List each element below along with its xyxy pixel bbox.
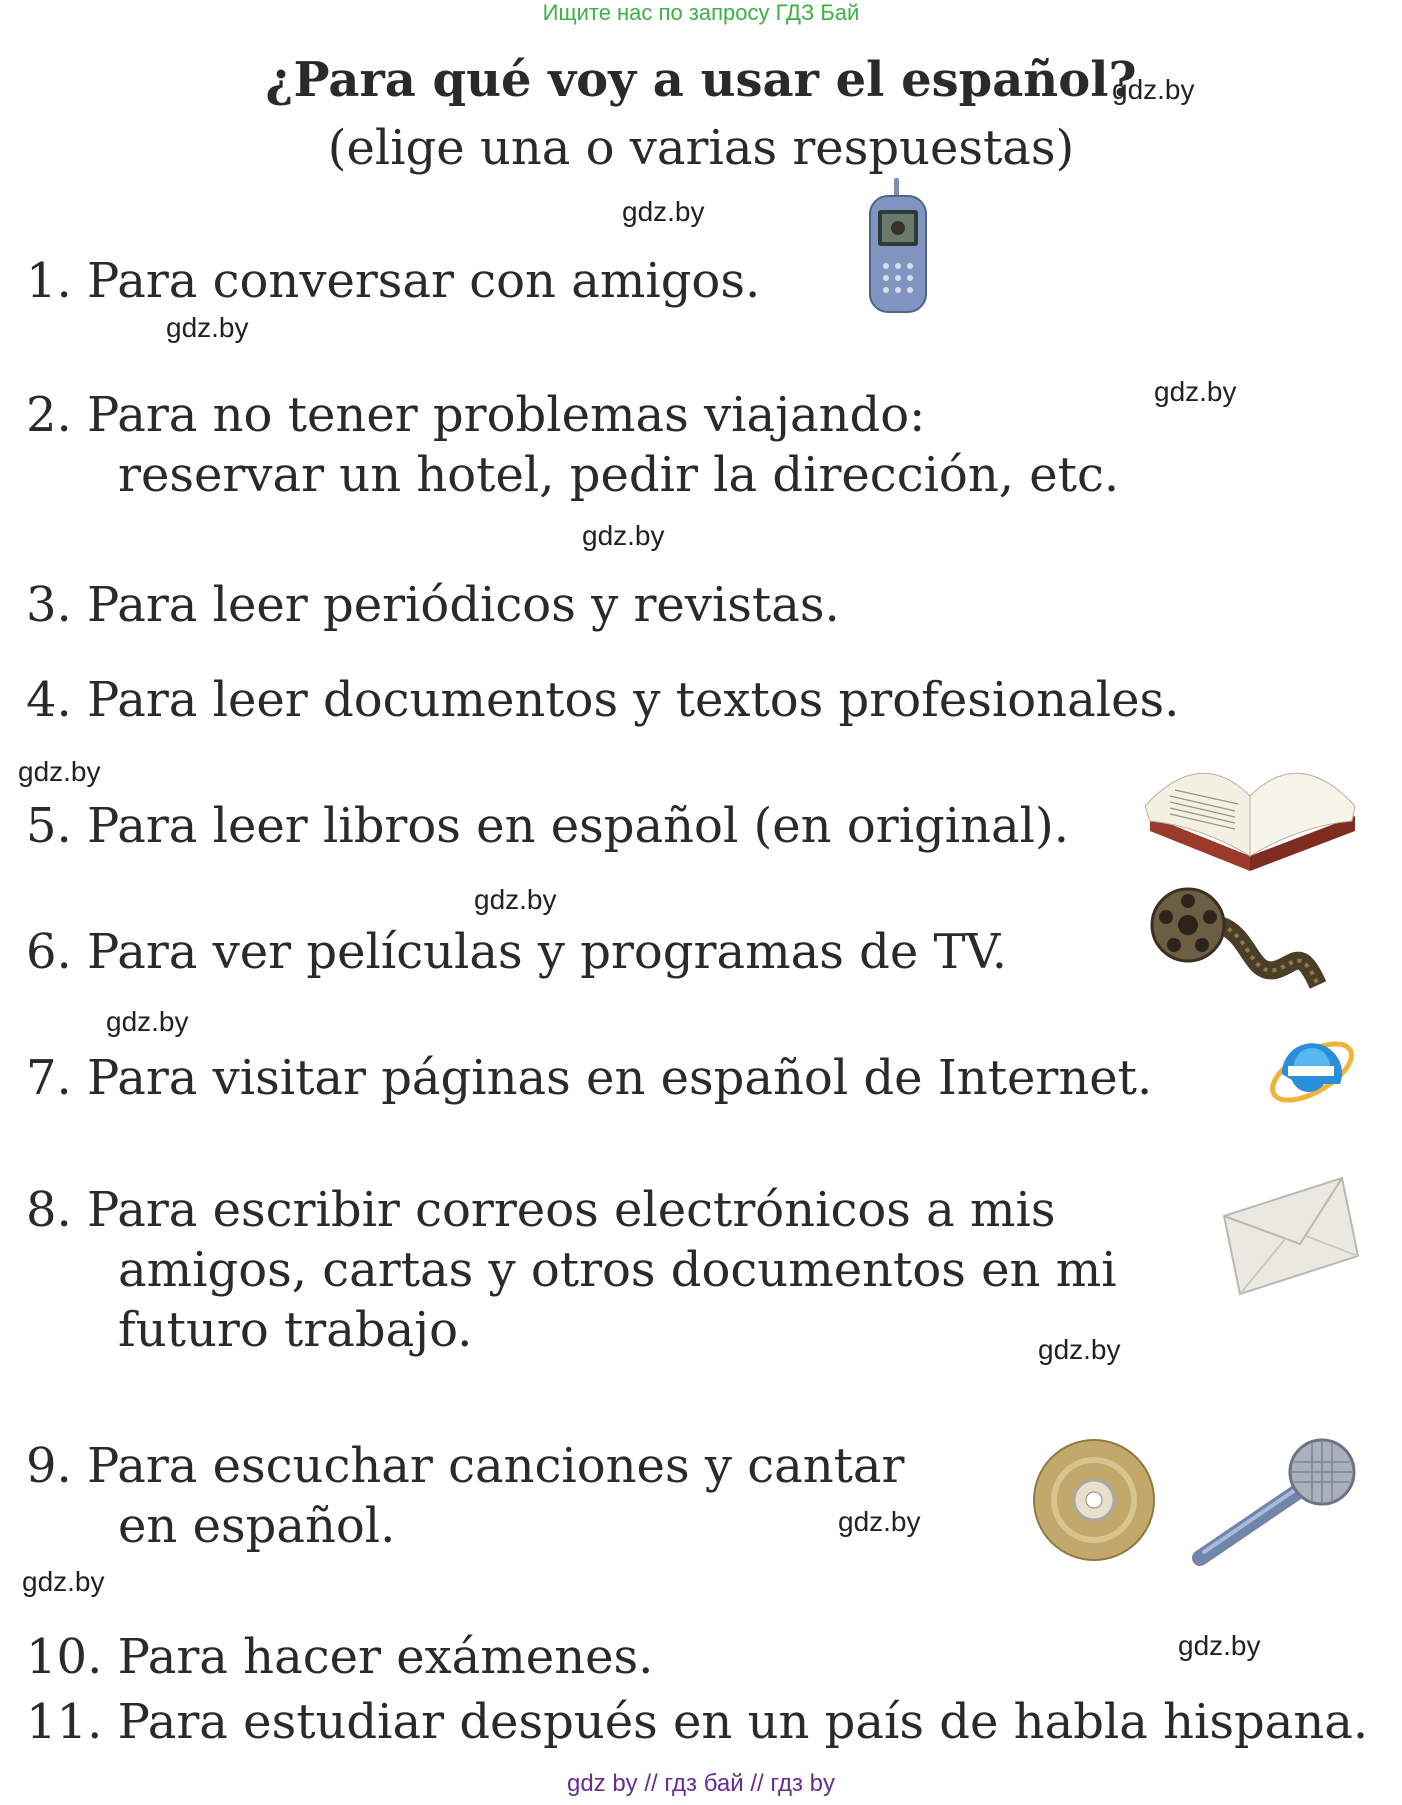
watermark: gdz.by xyxy=(106,1006,189,1037)
list-item-line: 9. Para escuchar canciones y cantar xyxy=(26,1438,905,1494)
list-item-11 xyxy=(26,1692,1368,1752)
list-item-line: 11. Para estudiar después en un país de habla hispana. xyxy=(26,1694,1369,1750)
top-banner: Ищите нас по запросу ГДЗ Бай xyxy=(542,0,860,25)
list-item-9 xyxy=(26,1436,904,1556)
list-item-line: 1. Para conversar con amigos. xyxy=(26,253,761,309)
list-item-6 xyxy=(26,922,1007,982)
list-item-line: 5. Para leer libros en español (en original). xyxy=(26,798,1069,854)
watermark: gdz.by xyxy=(18,756,101,787)
internet-explorer-icon xyxy=(1264,1022,1360,1122)
watermark: gdz.by xyxy=(22,1566,105,1597)
list-item-line: futuro trabajo. xyxy=(118,1302,473,1358)
cd-disc-icon xyxy=(1032,1438,1156,1562)
list-item-8 xyxy=(26,1180,1117,1360)
list-item-10 xyxy=(26,1627,653,1687)
mobile-phone-icon xyxy=(866,178,930,314)
watermark: gdz.by xyxy=(474,884,557,915)
list-item-7 xyxy=(26,1048,1152,1108)
watermark: gdz.by xyxy=(166,312,249,343)
list-item-line: en español. xyxy=(118,1498,396,1554)
page-title: ¿Para qué voy a usar el español? xyxy=(265,52,1137,108)
list-item-4 xyxy=(26,670,1179,730)
watermark: gdz.by xyxy=(838,1506,921,1537)
list-item-line: reservar un hotel, pedir la dirección, etc. xyxy=(118,447,1120,503)
envelope-icon xyxy=(1220,1176,1360,1296)
watermark: gdz.by xyxy=(582,520,665,551)
open-book-icon xyxy=(1140,726,1360,876)
list-item-line: amigos, cartas y otros documentos en mi xyxy=(118,1242,1117,1298)
microphone-icon xyxy=(1190,1436,1360,1566)
watermark: gdz.by xyxy=(1112,74,1195,105)
watermark: gdz.by xyxy=(1038,1334,1121,1365)
watermark: gdz.by xyxy=(1178,1630,1261,1661)
list-item-line: 3. Para leer periódicos y revistas. xyxy=(26,577,840,633)
list-item-2 xyxy=(26,385,1119,505)
list-item-3 xyxy=(26,575,840,635)
list-item-1 xyxy=(26,251,760,311)
film-reel-icon xyxy=(1150,885,1325,995)
list-item-line: 6. Para ver películas y programas de TV. xyxy=(26,924,1008,980)
list-item-line: 8. Para escribir correos electrónicos a mis xyxy=(26,1182,1056,1238)
footer: gdz by // гдз бай // гдз by xyxy=(566,1770,836,1797)
list-item-line: 10. Para hacer exámenes. xyxy=(26,1629,654,1685)
list-item-line: 4. Para leer documentos y textos profesionales. xyxy=(26,672,1180,728)
watermark: gdz.by xyxy=(622,196,705,227)
list-item-line: 7. Para visitar páginas en español de Internet. xyxy=(26,1050,1153,1106)
watermark: gdz.by xyxy=(1154,376,1237,407)
list-item-5 xyxy=(26,796,1069,856)
list-item-line: 2. Para no tener problemas viajando: xyxy=(26,387,926,443)
page-subtitle: (elige una o varias respuestas) xyxy=(327,120,1075,176)
